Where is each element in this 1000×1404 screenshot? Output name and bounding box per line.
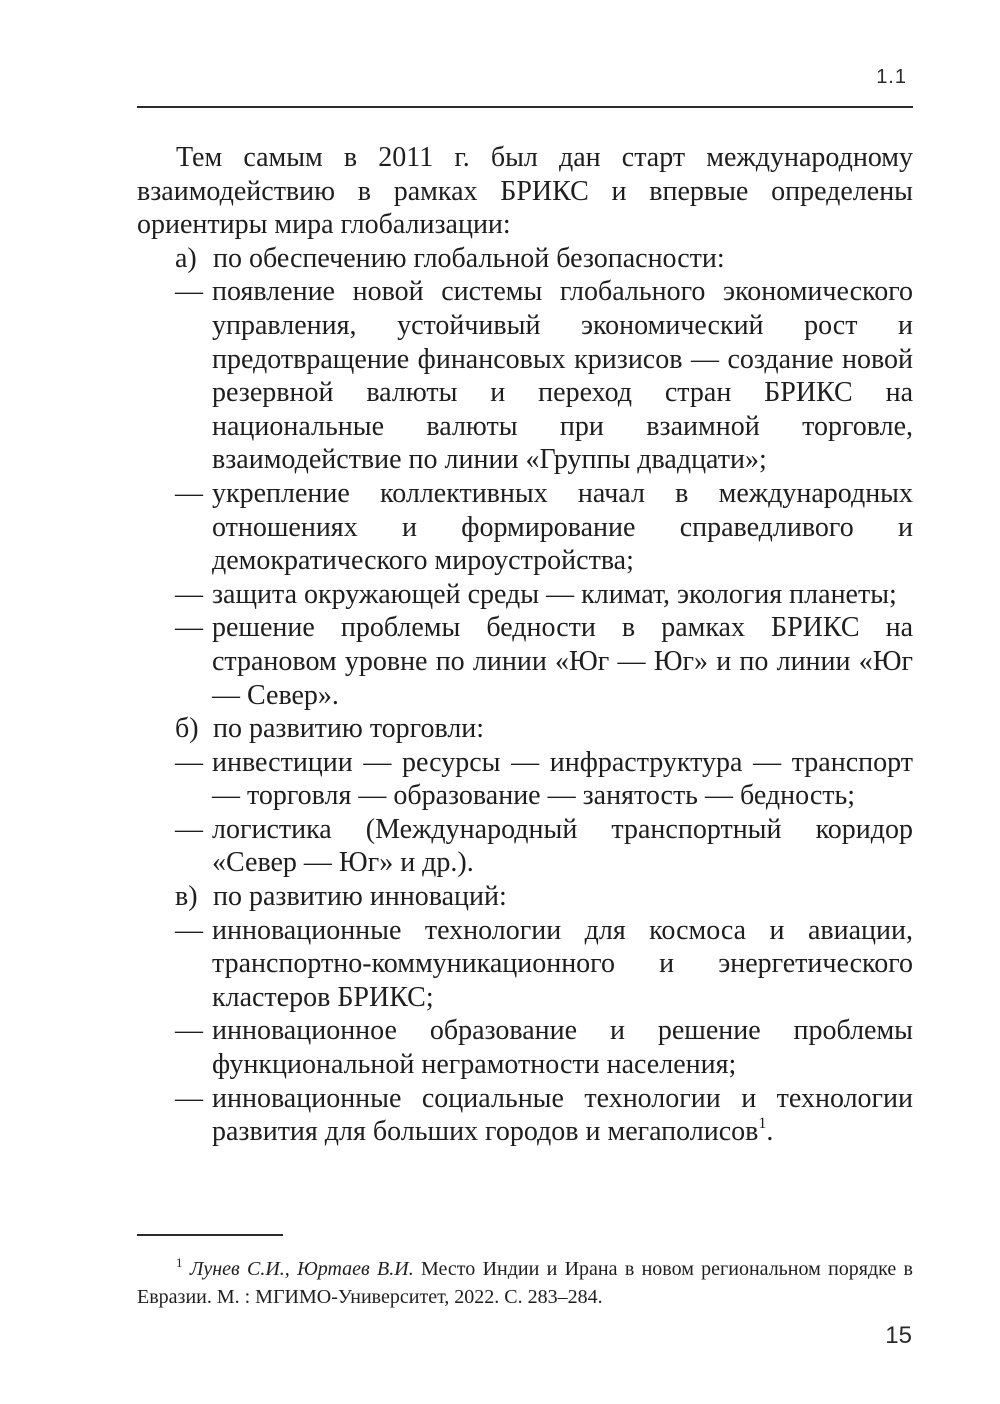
list-item-text: защита окружающей среды — климат, экология планеты; xyxy=(212,578,897,610)
footnote xyxy=(137,1255,913,1311)
list-item-text: инновационное образование и решение проблемы функциональной неграмотности населения; xyxy=(212,1015,913,1081)
sentence-end: . xyxy=(766,1116,774,1148)
list-heading-c xyxy=(137,880,913,914)
list-marker: б) xyxy=(175,713,199,745)
dash-marker: — xyxy=(175,813,203,845)
footnote-number: 1 xyxy=(176,1255,183,1270)
list-item xyxy=(137,275,913,477)
dash-marker: — xyxy=(175,914,203,946)
list-item xyxy=(137,914,913,1015)
intro-paragraph: Тем самым в 2011 г. был дан старт международному взаимодействию в рамках БРИКС и впервые определены ориентиры мира глобализации: xyxy=(137,142,913,241)
list-heading-text: по развитию инноваций: xyxy=(213,881,507,913)
footnote-authors: Лунев С.И., Юртаев В.И. xyxy=(189,1258,414,1280)
list-item xyxy=(137,1082,913,1149)
list-item-text: инновационные социальные технологии и технологии развития для больших городов и мегаполисов xyxy=(212,1082,913,1148)
footnote-reference[interactable]: 1 xyxy=(758,1115,767,1133)
list-item-text: укрепление коллективных начал в международных отношениях и формирование справедливого и демократического мироустройства; xyxy=(212,477,913,577)
dash-marker: — xyxy=(175,578,203,610)
footnote-text: Место Индии и Ирана в новом региональном порядке в Евразии. М. : МГИМО-Университет, 2022. С. 283–284. xyxy=(137,1258,914,1308)
list-item-text: логистика (Международный транспортный коридор «Север — Юг» и др.). xyxy=(212,813,913,879)
list-item-text: появление новой системы глобального экономического управления, устойчивый экономический рост и предотвращение финансовых кризисов — создание новой резервной валюты и переход стран БРИКС на национальные валюты при взаимной торговле, взаимодействие по линии «Группы двадцати»; xyxy=(212,276,913,476)
list-item-text: инвестиции — ресурсы — инфраструктура — транспорт — торговля — образование — занятость — бедность; xyxy=(212,746,913,812)
list-item xyxy=(137,477,913,578)
list-item-text: инновационные технологии для космоса и авиации, транспортно-коммуникационного и энергетического кластеров БРИКС; xyxy=(212,914,913,1013)
list-heading-b xyxy=(137,712,913,746)
dash-marker: — xyxy=(175,746,203,778)
list-item xyxy=(137,813,913,880)
list-item xyxy=(137,746,913,813)
dash-marker: — xyxy=(175,1015,203,1047)
dash-marker: — xyxy=(175,612,203,644)
list-heading-text: по обеспечению глобальной безопасности: xyxy=(213,242,725,274)
list-item xyxy=(137,578,913,612)
footnote-rule xyxy=(137,1234,283,1236)
header-rule xyxy=(137,106,913,108)
list-marker: в) xyxy=(175,881,198,913)
list-item xyxy=(137,1014,913,1081)
list-item xyxy=(137,611,913,712)
list-heading-text: по развитию торговли: xyxy=(213,713,485,745)
list-heading-a xyxy=(137,242,913,276)
dash-marker: — xyxy=(175,1082,203,1114)
main-text xyxy=(137,141,913,1149)
list-item-text: решение проблемы бедности в рамках БРИКС на страновом уровне по линии «Юг — Юг» и по линии «Юг — Север». xyxy=(212,612,913,711)
page-number: 15 xyxy=(885,1322,912,1349)
list-marker: а) xyxy=(175,242,197,274)
dash-marker: — xyxy=(175,276,203,308)
running-head-section: 1.1 xyxy=(876,66,907,88)
dash-marker: — xyxy=(175,477,203,509)
